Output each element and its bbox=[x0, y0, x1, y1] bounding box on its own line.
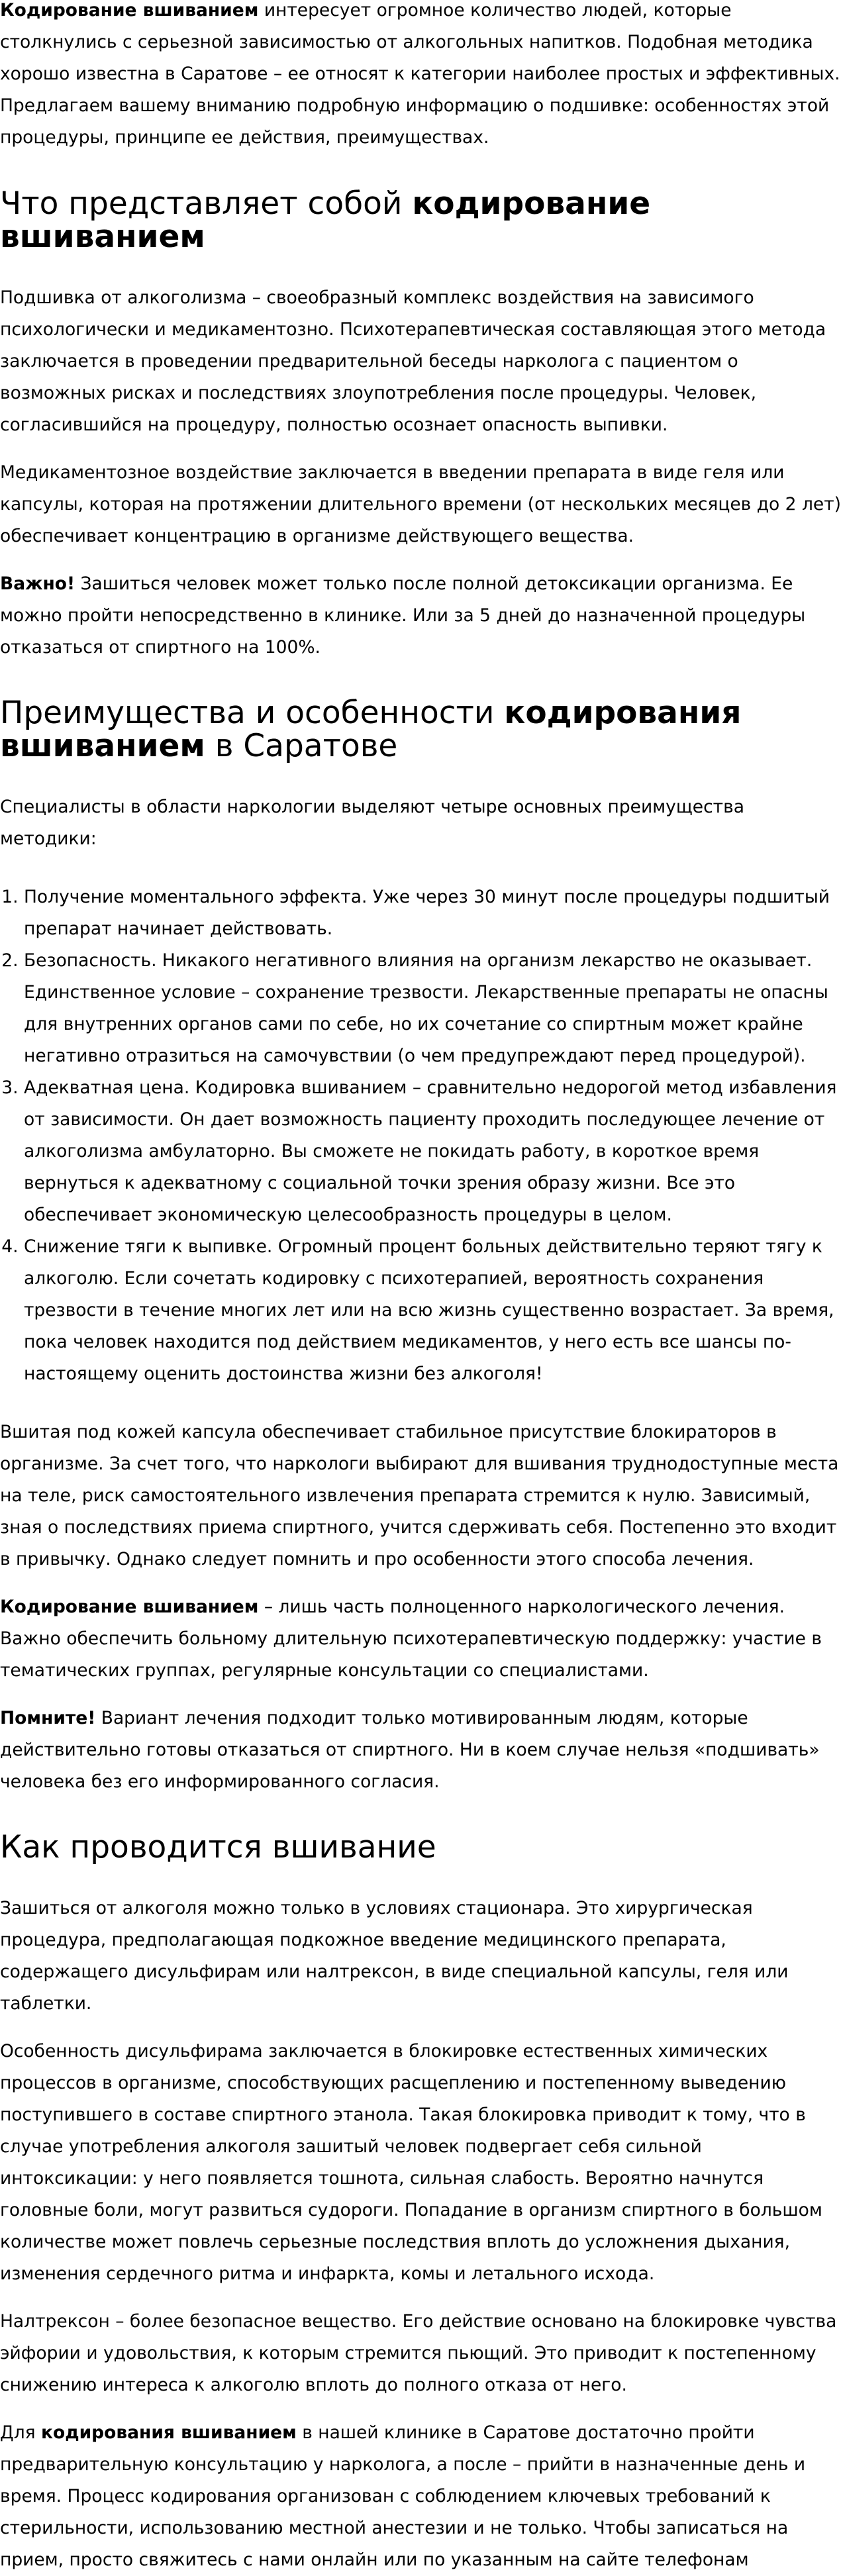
intro-bold: Кодирование вшиванием bbox=[0, 0, 259, 21]
section3-paragraph-4 bbox=[0, 2417, 841, 2576]
section2-heading-post: в Саратове bbox=[205, 728, 398, 764]
section2-remember bbox=[0, 1703, 841, 1798]
list-item: 3. Адекватная цена. Кодировка вшиванием – сравнительно недорогой метод избавления от зависимости. Он дает возможность пациенту проходить последующее лечение от алкоголизма амбулаторно. Вы сможете не покидать работу, в короткое время вернуться к адекватному с социальной точки зрения образу жизни. Все это обеспечивает экономическую целесообразность процедуры в целом. bbox=[24, 1072, 841, 1231]
section2-heading-text: Преимущества и особенности bbox=[0, 695, 505, 731]
section2-heading bbox=[0, 697, 841, 763]
advantages-list bbox=[0, 881, 841, 1390]
intro-paragraph bbox=[0, 0, 841, 154]
section3-paragraph-3: Налтрексон – более безопасное вещество. Его действие основано на блокировке чувства эйфории и удовольствия, к которым стремится пьющий. Это приводит к постепенному снижению интереса к алкоголю вплоть до полного отказа от него. bbox=[0, 2311, 837, 2395]
section1-note-bold: Важно! bbox=[0, 573, 75, 594]
p4-text-pre: Для bbox=[0, 2422, 42, 2443]
section3-paragraph-2: Особенность дисульфирама заключается в блокировке естественных химических процессов в организме, способствующих расщеплению и постепенному выведению поступившего в составе спиртного этанола. Такая блокировка приводит к тому, что в случае употребления алкоголя зашитый человек подвергает себя сильной интоксикации: у него появляется тошнота, сильная слабость. Вероятно начнутся головные боли, могут развиться судороги. Попадание в организм спиртного в большом количестве может повлечь серьезные последствия вплоть до усложнения дыхания, изменения сердечного ритма и инфаркта, комы и летального исхода. bbox=[0, 2041, 822, 2284]
section1-heading-bold: кодирование вшиванием bbox=[0, 185, 651, 255]
section2-heading-bold: кодирования вшиванием bbox=[0, 695, 742, 764]
section1-paragraph-1: Подшивка от алкоголизма – своеобразный комплекс воздействия на зависимого психологически и медикаментозно. Психотерапевтическая составляющая этого метода заключается в проведении предварительной беседы нарколога с пациентом о возможных рисках и последствиях злоупотребления после процедуры. Человек, согласившийся на процедуру, полностью осознает опасность выпивки. bbox=[0, 287, 826, 435]
remember-bold: Помните! bbox=[0, 1708, 96, 1728]
section1-note bbox=[0, 568, 841, 664]
p4-bold: кодирования вшиванием bbox=[41, 2422, 297, 2443]
list-item: 2. Безопасность. Никакого негативного влияния на организм лекарство не оказывает. Единственное условие – сохранение трезвости. Лекарственные препараты не опасны для внутренних органов сами по себе, но их сочетание со спиртным может крайне негативно отразиться на самочувствии (о чем предупреждают перед процедурой). bbox=[24, 945, 841, 1072]
section3-heading: Как проводится вшивание bbox=[0, 1829, 436, 1865]
section2-lead: Специалисты в области наркологии выделяют четыре основных преимущества методики: bbox=[0, 797, 744, 849]
list-item: 4. Снижение тяги к выпивке. Огромный процент больных действительно теряют тягу к алкоголю. Если сочетать кодировку с психотерапией, вероятность сохранения трезвости в течение многих лет или на всю жизнь существенно возрастает. За время, пока человек находится под действием медикаментов, у него есть все шансы по-настоящему оценить достоинства жизни без алкоголя! bbox=[24, 1231, 841, 1390]
section3-paragraph-1: Зашиться от алкоголя можно только в условиях стационара. Это хирургическая процедура, предполагающая подкожное введение медицинского препарата, содержащего дисульфирам или налтрексон, в виде специальной капсулы, геля или таблетки. bbox=[0, 1898, 789, 2014]
section1-heading-text: Что представляет собой bbox=[0, 185, 413, 222]
remember-text: Вариант лечения подходит только мотивированным людям, которые действительно готовы отказаться от спиртного. Ни в коем случае нельзя «подшивать» человека без его информированного согласия. bbox=[0, 1708, 820, 1792]
section1-paragraph-2: Медикаментозное воздействие заключается в введении препарата в виде геля или капсулы, которая на протяжении длительного времени (от нескольких месяцев до 2 лет) обеспечивает концентрацию в организме действующего вещества. bbox=[0, 462, 841, 546]
section2-paragraph-after: Вшитая под кожей капсула обеспечивает стабильное присутствие блокираторов в организме. За счет того, что наркологи выбирают для вшивания труднодоступные места на теле, риск самостоятельного извлечения препарата стремится к нулю. Зависимый, зная о последствиях приема спиртного, учится сдерживать себя. Постепенно это входит в привычку. Однако следует помнить и про особенности этого способа лечения. bbox=[0, 1422, 839, 1569]
section2-coding-paragraph bbox=[0, 1591, 841, 1687]
section1-note-text: Зашиться человек может только после полной детоксикации организма. Ее можно пройти непосредственно в клинике. Или за 5 дней до назначенной процедуры отказаться от спиртного на 100%. bbox=[0, 573, 806, 658]
coding-text: – лишь часть полноценного наркологического лечения. Важно обеспечить больному длительную психотерапевтическую поддержку: участие в тематических группах, регулярные консультации со специалистами. bbox=[0, 1597, 822, 1681]
intro-text: интересует огромное количество людей, которые столкнулись с серьезной зависимостью от алкогольных напитков. Подобная методика хорошо известна в Саратове – ее относят к категории наиболее простых и эффективных. Предлагаем вашему вниманию подробную информацию о подшивке: особенностях этой процедуры, принципе ее действия, преимуществах. bbox=[0, 0, 840, 148]
list-item: 1. Получение моментального эффекта. Уже через 30 минут после процедуры подшитый препарат начинает действовать. bbox=[24, 881, 841, 945]
coding-bold: Кодирование вшиванием bbox=[0, 1597, 259, 1617]
p4-text-rest: в нашей клинике в Саратове достаточно пройти предварительную консультацию у нарколога, а после – прийти в назначенные день и время. Процесс кодирования организован с соблюдением ключевых требований к стерильности, использованию местной анестезии и не только. Чтобы записаться на прием, просто свяжитесь с нами онлайн или по указанным на сайте телефонам bbox=[0, 2422, 806, 2570]
section1-heading bbox=[0, 187, 841, 254]
